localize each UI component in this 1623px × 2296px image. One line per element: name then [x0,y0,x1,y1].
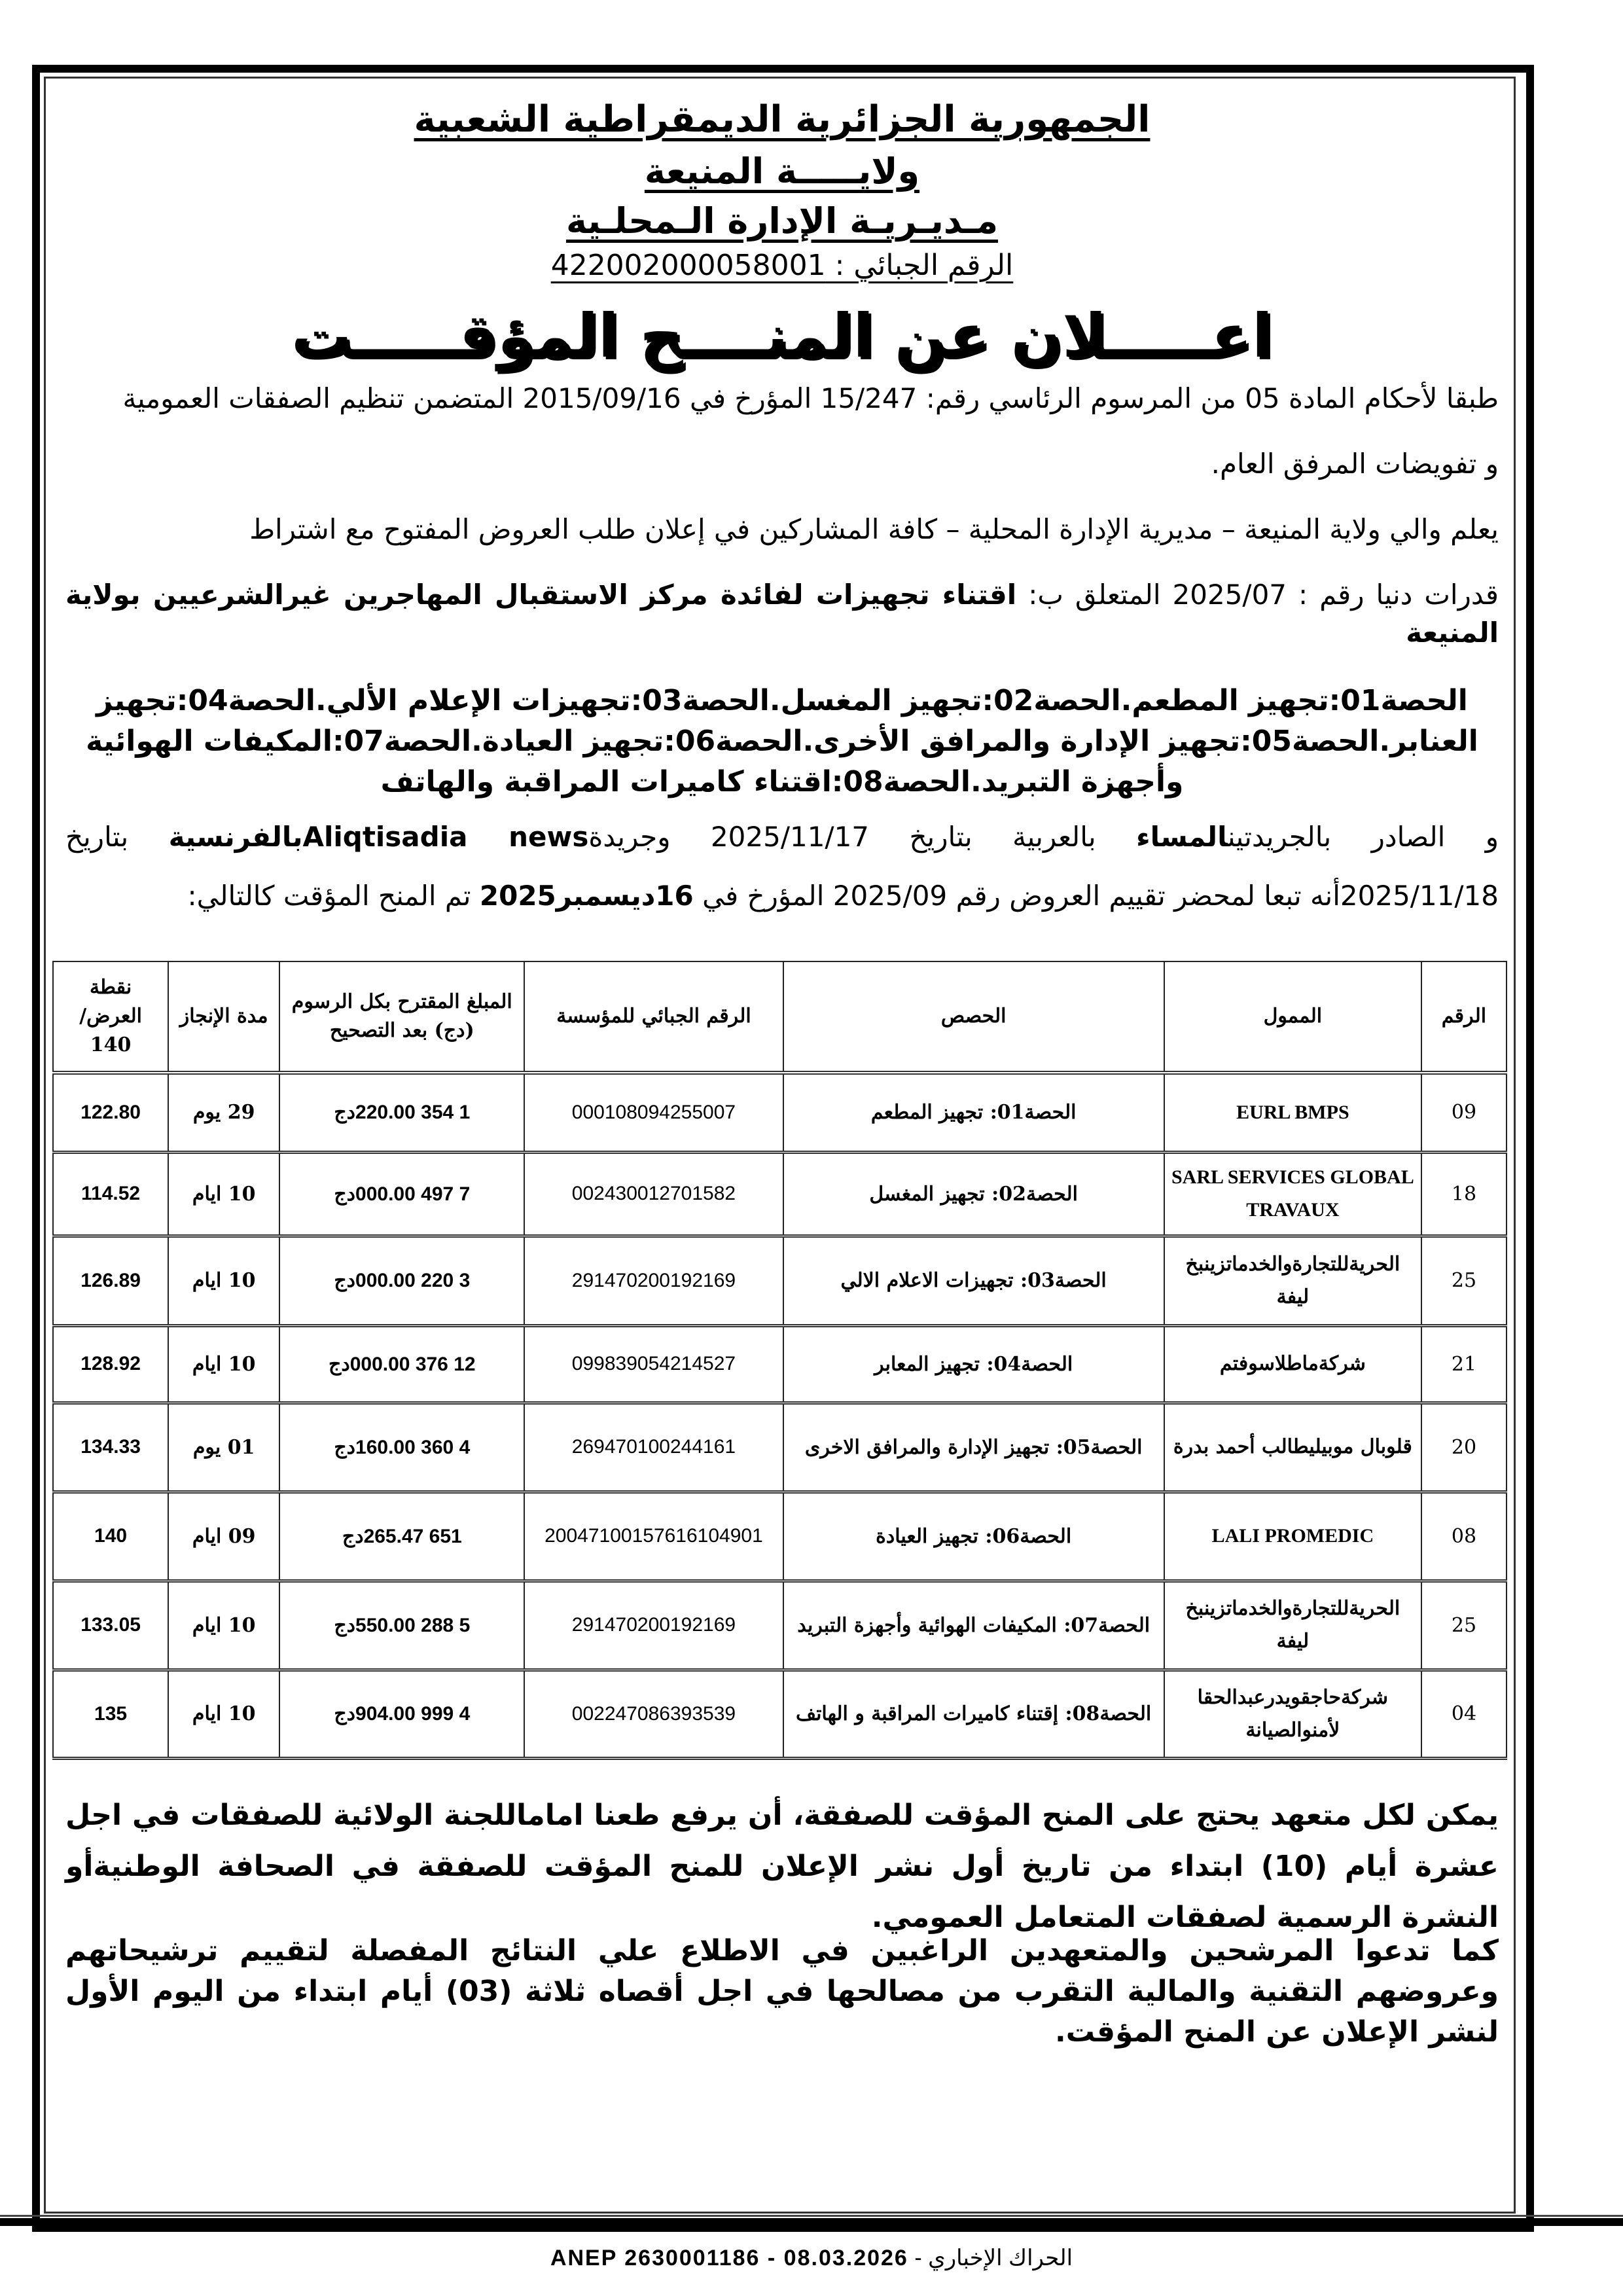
anep-reference: ANEP 2630001186 - 08.03.2026 [550,2246,908,2270]
intro-line-1: طبقا لأحكام المادة 05 من المرسوم الرئاسي رقم: 15/247 المؤرخ في 2015/09/16 المتضمن تنظيم الصفقات العمومية [122,382,1499,414]
table-row [53,1152,1507,1236]
table-row [53,1403,1507,1492]
cell-nif: 000108094255007 [524,1073,783,1152]
cell-score: 135 [53,1670,168,1758]
intro-line-4 [65,576,1499,652]
tender-subject: اقتناء تجهيزات لفائدة مركز الاستقبال المهاجرين غيرالشرعيين بولاية المنيعة [65,579,1499,649]
cell-nif: 291470200192169 [524,1581,783,1670]
evaluation-date: 16ديسمبر2025 [479,880,694,912]
cell-duration: 10 ايام [168,1581,279,1670]
cell-score: 134.33 [53,1403,168,1492]
cell-nif: 002247086393539 [524,1670,783,1758]
publication-text: بتاريخ [65,821,169,853]
cell-no: 25 [1421,1236,1507,1325]
cell-no: 21 [1421,1325,1507,1403]
footer-divider-thin [0,2215,1623,2217]
cell-duration: 29 يوم [168,1073,279,1152]
cell-nif: 269470100244161 [524,1403,783,1492]
cell-nif: 20047100157616104901 [524,1492,783,1581]
cell-company: LALI PROMEDIC [1164,1492,1421,1581]
cell-amount: 1 354 220.00دج [279,1073,524,1152]
cell-score: 128.92 [53,1325,168,1403]
cell-company: الحريةللتجارةوالخدماتزينبخ ليفة [1164,1581,1421,1670]
header-duration: مدة الإنجاز [168,961,279,1073]
table-row [53,1325,1507,1403]
results-consultation-notice: كما تدعوا المرشحين والمتعهدين الراغبين في الاطلاع علي النتائج المفصلة لتقييم ترشيحاتهم وعروضهم التقنية والمالية التقرب من مصالحها في اجل أقصاه ثلاثة (03) أيام ابتداء من اليوم الأول لنشر الإعلان عن المنح المؤقت. [65,1934,1499,2049]
cell-amount: 651 265.47دج [279,1492,524,1581]
document-title: اعـــــلان عن المنــــح المؤقـــــت [291,301,1273,371]
publication-line-1 [65,818,1499,856]
cell-company: SARL SERVICES GLOBAL TRAVAUX [1164,1152,1421,1236]
header-company: الممول [1164,961,1421,1073]
provisional-awards-table [52,961,1507,1760]
publication-text: بالعربية بتاريخ 2025/11/17 وجريدة [588,821,1137,853]
cell-amount: 3 220 000.00دج [279,1236,524,1325]
cell-score: 140 [53,1492,168,1581]
newspaper-name: الحراك الإخباري [928,2246,1073,2270]
header-nif: الرقم الجبائي للمؤسسة [524,961,783,1073]
cell-lot: الحصة04: تجهيز المعابر [783,1325,1164,1403]
cell-amount: 4 999 904.00دج [279,1670,524,1758]
cell-duration: 10 ايام [168,1325,279,1403]
cell-score: 133.05 [53,1581,168,1670]
table-row [53,1073,1507,1152]
cell-no: 09 [1421,1073,1507,1152]
publication-line-2 [65,877,1499,915]
cell-lot: الحصة08: إقتناء كاميرات المراقبة و الهاتف [783,1670,1164,1758]
cell-amount: 12 376 000.00دج [279,1325,524,1403]
cell-score: 126.89 [53,1236,168,1325]
cell-no: 08 [1421,1492,1507,1581]
cell-score: 114.52 [53,1152,168,1236]
cell-duration: 10 ايام [168,1236,279,1325]
cell-company: الحريةللتجارةوالخدماتزينبخ ليفة [1164,1236,1421,1325]
header-no: الرقم [1421,961,1507,1073]
appeal-notice: يمكن لكل متعهد يحتج على المنح المؤقت للصفقة، أن يرفع طعنا اماماللجنة الولائية للصفقات في اجل عشرة أيام (10) ابتداء من تاريخ أول نشر الإعلان للمنح المؤقت للصفقة في الصحافة الوطنيةأو النشرة الرسمية لصفقات المتعامل العمومي. [65,1799,1499,1934]
intro-line-3: يعلم والي ولاية المنيعة – مديرية الإدارة المحلية – كافة المشاركين في إعلان طلب العروض المفتوح مع اشتراط [249,513,1499,545]
publication-language: بالفرنسية [168,821,303,853]
cell-amount: 7 497 000.00دج [279,1152,524,1236]
intro-line-2: و تفويضات المرفق العام. [1211,448,1499,480]
cell-nif: 099839054214527 [524,1325,783,1403]
cell-amount: 4 360 160.00دج [279,1403,524,1492]
header-amount: المبلغ المقترح بكل الرسوم (دج) بعد التصحيح [279,961,524,1073]
publication-text: 2025/11/18أنه تبعا لمحضر تقييم العروض رقم 2025/09 المؤرخ في [693,880,1499,912]
footer-divider-thick [0,2218,1623,2226]
table-row [53,1236,1507,1325]
fiscal-id: الرقم الجبائي : 422002000058001 [550,249,1014,282]
publication-text: و الصادر بالجريدتين [1227,821,1499,853]
cell-lot: الحصة03: تجهيزات الاعلام الالي [783,1236,1164,1325]
cell-amount: 5 288 550.00دج [279,1581,524,1670]
wilaya-heading: ولايـــــة المنيعة [644,151,920,192]
table-row [53,1581,1507,1670]
table-row [53,1670,1507,1758]
cell-lot: الحصة07: المكيفات الهوائية وأجهزة التبريد [783,1581,1164,1670]
publication-text: تم المنح المؤقت كالتالي: [187,880,480,912]
cell-nif: 291470200192169 [524,1236,783,1325]
cell-no: 18 [1421,1152,1507,1236]
cell-nif: 002430012701582 [524,1152,783,1236]
publication-footer [0,2245,1623,2271]
cell-company: قلوبال موبيليطالب أحمد بدرة [1164,1403,1421,1492]
table-header-row [53,961,1507,1073]
table-row [53,1492,1507,1581]
tender-number: قدرات دنيا رقم : 2025/07 المتعلق ب: [1016,579,1499,611]
footer-separator: - [914,2246,929,2270]
cell-lot: الحصة05: تجهيز الإدارة والمرافق الاخرى [783,1403,1164,1492]
cell-score: 122.80 [53,1073,168,1152]
cell-company: شركةحاجقويدرعبدالحقا لأمنوالصيانة [1164,1670,1421,1758]
cell-no: 25 [1421,1581,1507,1670]
header-lot: الحصص [783,961,1164,1073]
cell-duration: 10 ايام [168,1152,279,1236]
cell-no: 04 [1421,1670,1507,1758]
republic-heading: الجمهورية الجزائرية الديمقراطية الشعبية [414,98,1150,141]
cell-lot: الحصة01: تجهيز المطعم [783,1073,1164,1152]
cell-duration: 10 ايام [168,1670,279,1758]
cell-lot: الحصة02: تجهيز المغسل [783,1152,1164,1236]
cell-no: 20 [1421,1403,1507,1492]
cell-company: EURL BMPS [1164,1073,1421,1152]
cell-duration: 09 ايام [168,1492,279,1581]
directorate-heading: مـديـريـة الإدارة الـمحلـية [565,200,999,242]
lots-summary: الحصة01:تجهيز المطعم.الحصة02:تجهيز المغسل.الحصة03:تجهيزات الإعلام الألي.الحصة04:تجهيز العنابر.الحصة05:تجهيز الإدارة والمرافق الأخرى.الحصة06:تجهيز العيادة.الحصة07:المكيفات الهوائية وأجهزة التبريد.الحصة08:اقتناء كاميرات المراقبة والهاتف [86,684,1478,798]
newspaper-arabic: المساء [1136,821,1228,853]
header-score: نقطة العرض/ 140 [53,961,168,1073]
cell-duration: 01 يوم [168,1403,279,1492]
cell-company: شركةماطلاسوفتم [1164,1325,1421,1403]
newspaper-french: Aliqtisadia news [302,821,589,853]
cell-lot: الحصة06: تجهيز العيادة [783,1492,1164,1581]
